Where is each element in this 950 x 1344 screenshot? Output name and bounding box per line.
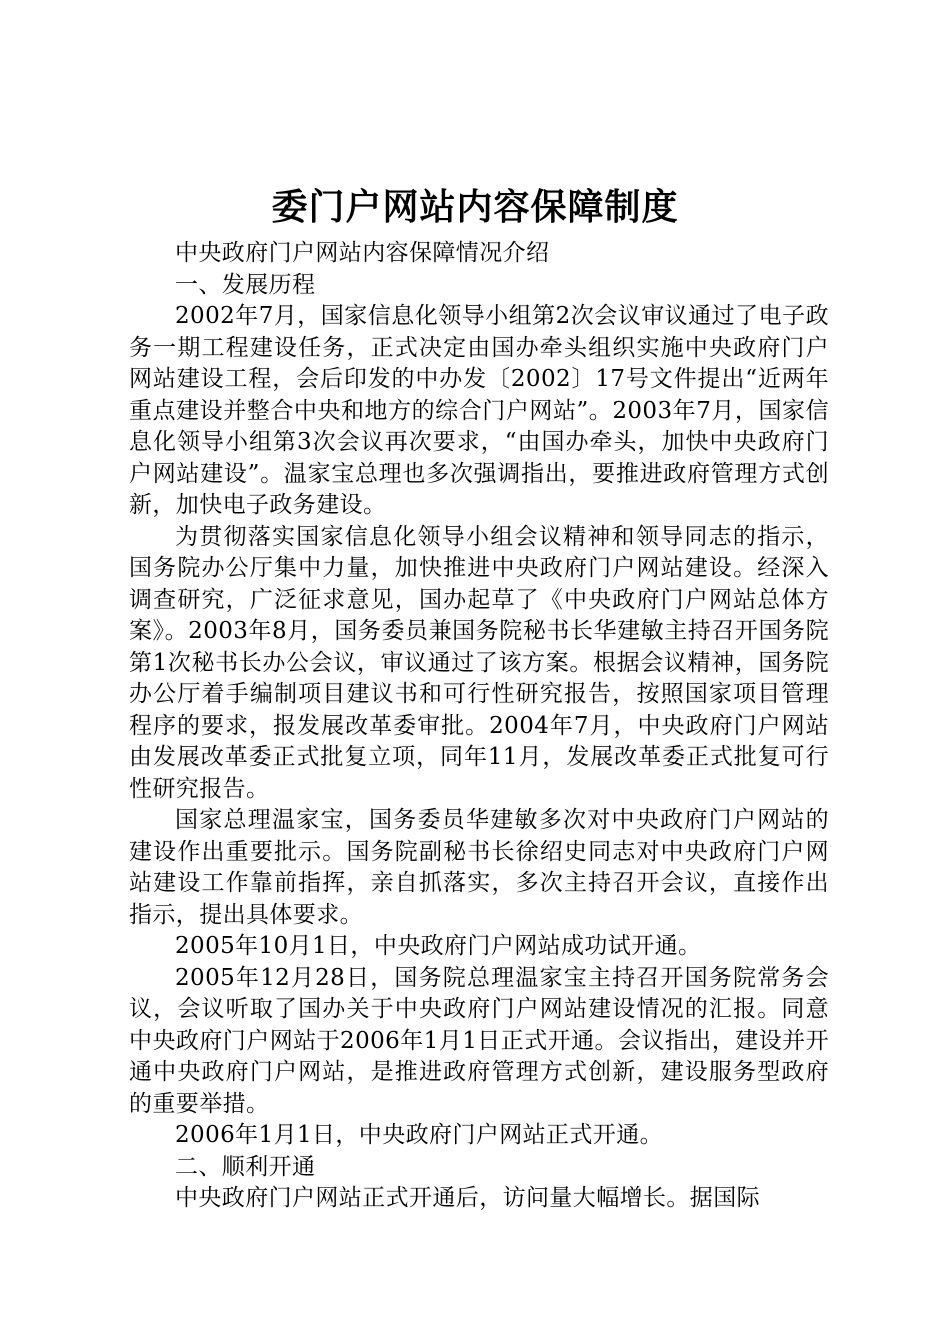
paragraph: 2005年10月1日，中央政府门户网站成功试开通。 — [175, 933, 702, 959]
paragraph: 2005年12月28日，国务院总理温家宝主持召开国务院常务会议，会议听取了国办关于中央政府门户网站建设情况的汇报。同意中央政府门户网站于2006年1月1日正式开通。会议指出，建设并开通中央政府门户网站，是推进政府管理方式创新，建设服务型政府的重要举措。 — [129, 964, 829, 1117]
paragraph: 中央政府门户网站正式开通后，访问量大幅增长。据国际 — [175, 1185, 760, 1211]
document-body — [129, 238, 829, 1215]
subtitle-paragraph: 中央政府门户网站内容保障情况介绍 — [175, 240, 550, 266]
section-heading-launch: 二、顺利开通 — [175, 1153, 316, 1180]
paragraph: 为贯彻落实国家信息化领导小组会议精神和领导同志的指示，国务院办公厅集中力量，加快推进中央政府门户网站建设。经深入调查研究，广泛征求意见，国办起草了《中央政府门户网站总体方案》。2003年8月，国务委员兼国务院秘书长华建敏主持召开国务院第1次秘书长办公会议，审议通过了该方案。根据会议精神，国务院办公厅着手编制项目建议书和可行性研究报告，按照国家项目管理程序的要求，报发展改革委审批。2004年7月，中央政府门户网站由发展改革委正式批复立项，同年11月，发展改革委正式批复可行性研究报告。 — [129, 523, 829, 802]
document-title: 委门户网站内容保障制度 — [271, 187, 679, 228]
paragraph: 2006年1月1日，中央政府门户网站正式开通。 — [175, 1122, 663, 1148]
paragraph: 2002年7月，国家信息化领导小组第2次会议审议通过了电子政务一期工程建设任务，正式决定由国办牵头组织实施中央政府门户网站建设工程，会后印发的中办发〔2002〕17号文件提出“近两年重点建设并整合中央和地方的综合门户网站”。2003年7月，国家信息化领导小组第3次会议再次要求，“由国办牵头，加快中央政府门户网站建设”。温家宝总理也多次强调指出，要推进政府管理方式创新，加快电子政务建设。 — [129, 303, 829, 518]
paragraph: 国家总理温家宝，国务委员华建敏多次对中央政府门户网站的建设作出重要批示。国务院副秘书长徐绍史同志对中央政府门户网站建设工作靠前指挥，亲自抓落实，多次主持召开会议，直接作出指示，提出具体要求。 — [129, 807, 829, 928]
section-heading-history: 一、发展历程 — [175, 271, 316, 298]
